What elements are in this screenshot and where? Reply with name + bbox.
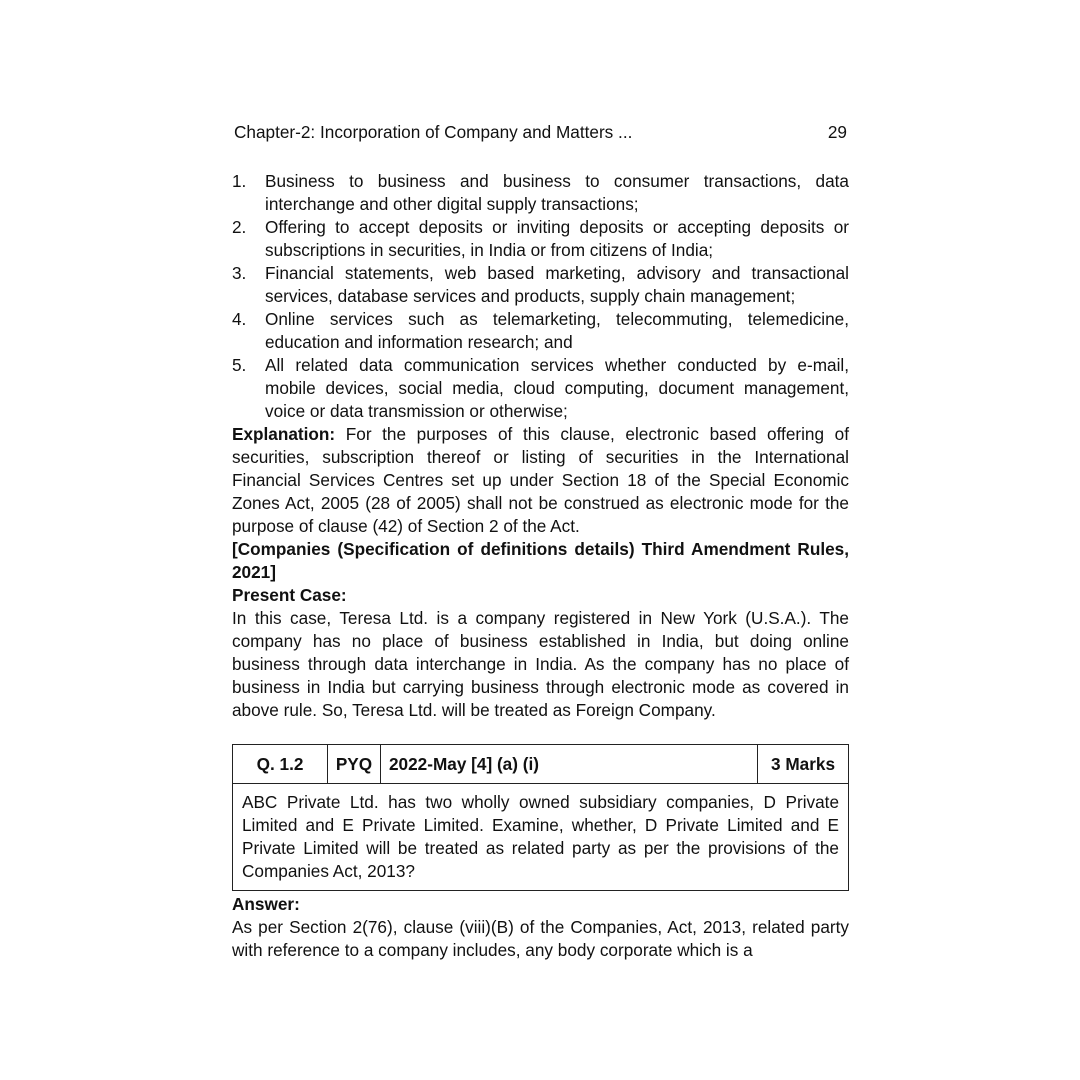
page-content (232, 120, 849, 962)
list-item-text: Financial statements, web based marketing, advisory and transactional services, database services and products, supply chain management; (265, 263, 849, 306)
list-item-number: 4. (232, 309, 247, 329)
list-item-number: 2. (232, 217, 247, 237)
explanation-label: Explanation: (232, 424, 336, 444)
list-item-text: Business to business and business to consumer transactions, data interchange and other digital supply transactions; (265, 171, 849, 214)
list-item (232, 262, 849, 308)
answer-heading: Answer: (232, 894, 300, 914)
numbered-list (232, 170, 849, 423)
page-number: 29 (827, 122, 847, 142)
list-item-number: 1. (232, 171, 247, 191)
running-header (232, 120, 849, 144)
list-item (232, 308, 849, 354)
question-exam: 2022-May [4] (a) (i) (381, 745, 758, 784)
question-table (232, 744, 849, 891)
list-item (232, 216, 849, 262)
present-case-heading: Present Case: (232, 585, 347, 605)
present-case-text: In this case, Teresa Ltd. is a company registered in New York (U.S.A.). The company has no place of business established in India, but doing online business through data interchange in India. As the company has no place of business in India but carrying business through electronic mode as covered in above rule. So, Teresa Ltd. will be treated as Foreign Company. (232, 608, 849, 720)
question-number: Q. 1.2 (233, 745, 328, 784)
question-header-row (233, 745, 849, 784)
explanation-paragraph (232, 423, 849, 538)
chapter-title: Chapter-2: Incorporation of Company and Matters ... (234, 122, 633, 142)
list-item (232, 170, 849, 216)
question-marks: 3 Marks (758, 745, 849, 784)
answer-text: As per Section 2(76), clause (viii)(B) of the Companies, Act, 2013, related party with reference to a company includes, any body corporate which is a (232, 917, 849, 960)
list-item-number: 3. (232, 263, 247, 283)
question-body-row (233, 784, 849, 891)
list-item-text: All related data communication services whether conducted by e-mail, mobile devices, social media, cloud computing, document management, voice or data transmission or otherwise; (265, 355, 849, 421)
rules-citation: [Companies (Specification of definitions details) Third Amendment Rules, 2021] (232, 539, 849, 582)
list-item (232, 354, 849, 423)
list-item-text: Offering to accept deposits or inviting deposits or accepting deposits or subscriptions in securities, in India or from citizens of India; (265, 217, 849, 260)
question-text: ABC Private Ltd. has two wholly owned subsidiary companies, D Private Limited and E Private Limited. Examine, whether, D Private Limited and E Private Limited will be treated as related party as per the provisions of the Companies Act, 2013? (233, 784, 849, 891)
explanation-text: For the purposes of this clause, electronic based offering of securities, subscription thereof or listing of securities in the International Financial Services Centres set up under Section 18 of the Special Economic Zones Act, 2005 (28 of 2005) shall not be construed as electronic mode for the purpose of clause (42) of Section 2 of the Act. (232, 424, 849, 536)
question-type: PYQ (328, 745, 381, 784)
list-item-text: Online services such as telemarketing, telecommuting, telemedicine, education and information research; and (265, 309, 849, 352)
list-item-number: 5. (232, 355, 247, 375)
